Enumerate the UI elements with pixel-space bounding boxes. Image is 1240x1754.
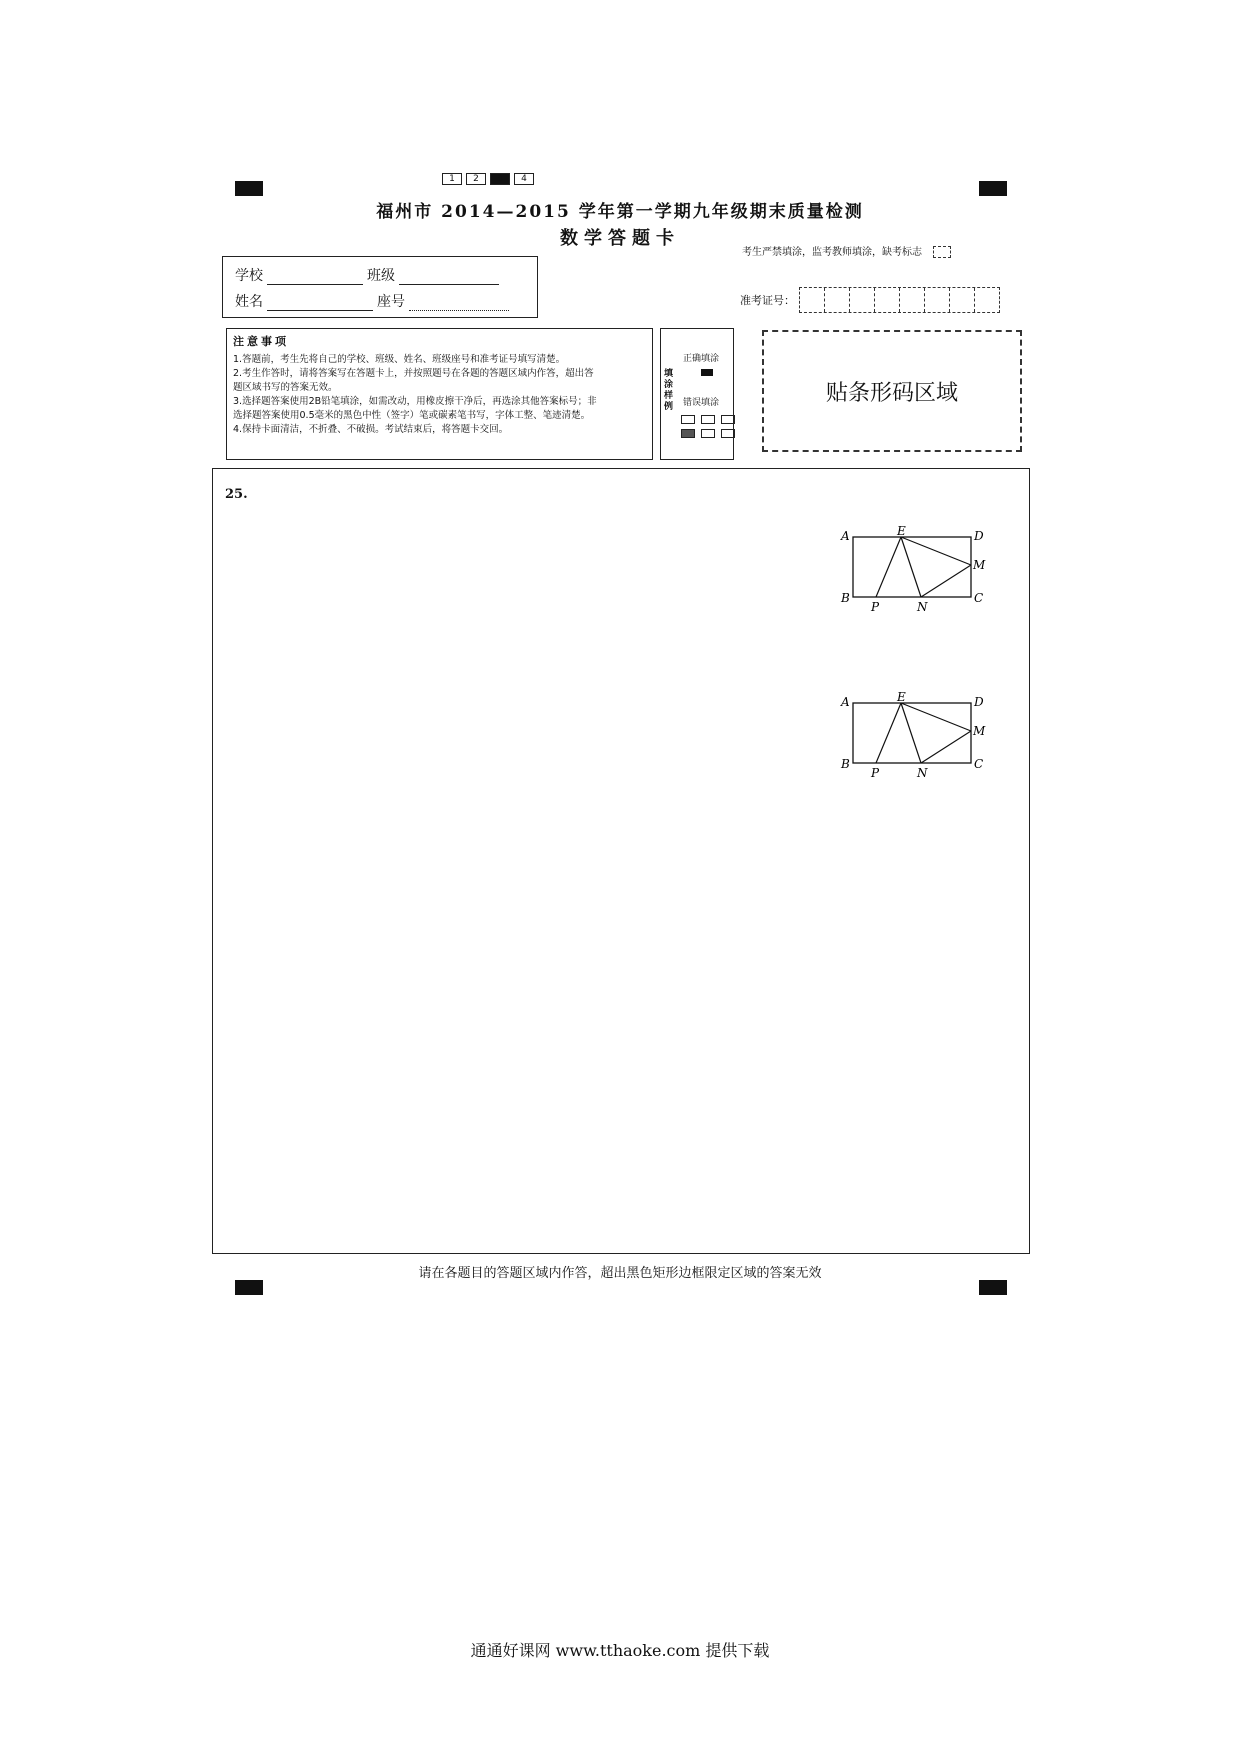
figure-label-d: D <box>974 529 984 543</box>
page-indicator-2: 2 <box>466 173 486 185</box>
notice-item: 1.答题前，考生先将自己的学校、班级、姓名、班级座号和准考证号填写清楚。 <box>233 354 566 365</box>
barcode-area <box>762 330 1022 452</box>
school-field[interactable] <box>267 270 363 285</box>
name-field[interactable] <box>267 296 373 311</box>
wrong-fill-sample <box>701 429 715 438</box>
alignment-marker-top-right <box>979 181 1007 196</box>
figure-label-a: A <box>841 529 850 543</box>
exam-title: 福州市 2014—2015 学年第一学期九年级期末质量检测 <box>376 202 864 222</box>
barcode-label: 贴条形码区域 <box>825 380 958 406</box>
page-indicator-3-current: 3 <box>490 173 510 185</box>
class-label: 班级 <box>367 268 395 284</box>
notice-item: 2.考生作答时，请将答案写在答题卡上，并按照题号在各题的答题区域内作答，超出答 <box>233 368 594 379</box>
wrong-fill-samples-row1 <box>681 415 735 424</box>
geometry-figure-2 <box>833 690 986 783</box>
absent-mark-box[interactable] <box>933 246 951 258</box>
figure-label-d: D <box>974 695 984 709</box>
rectangle-abcd <box>853 537 971 597</box>
wrong-fill-sample <box>701 415 715 424</box>
figure-label-e: E <box>897 690 906 704</box>
wrong-fill-sample <box>681 415 695 424</box>
figure-label-e: E <box>897 524 906 538</box>
absent-mark-note <box>742 243 951 258</box>
figure-label-m: M <box>973 724 986 738</box>
fill-example-side-label: 填涂样例 <box>664 369 674 412</box>
exam-id-cell[interactable] <box>875 288 900 312</box>
alignment-marker-bottom-left <box>235 1280 263 1295</box>
seat-field[interactable] <box>409 296 509 311</box>
segment-en <box>901 703 921 763</box>
absent-mark-label: 考生严禁填涂，监考教师填涂，缺考标志 <box>742 247 922 258</box>
segment-ep <box>876 703 901 763</box>
name-label: 姓名 <box>235 294 263 310</box>
exam-id-cell[interactable] <box>950 288 975 312</box>
page-indicator-1: 1 <box>442 173 462 185</box>
notice-box <box>226 328 653 460</box>
exam-id-label: 准考证号： <box>740 294 795 307</box>
notice-item: 题区域书写的答案无效。 <box>233 382 338 393</box>
exam-id-cells[interactable] <box>799 287 1000 313</box>
exam-id-section <box>740 287 1000 313</box>
figure-label-b: B <box>841 591 850 605</box>
notice-item: 4.保持卡面清洁，不折叠、不破损。考试结束后，将答题卡交回。 <box>233 424 509 435</box>
answer-area-warning: 请在各题目的答题区域内作答，超出黑色矩形边框限定区域的答案无效 <box>418 1266 822 1281</box>
figure-label-a: A <box>841 695 850 709</box>
geometry-figure-1 <box>833 524 986 617</box>
school-label: 学校 <box>235 268 263 284</box>
seat-label: 座号 <box>377 294 405 310</box>
rectangle-abcd <box>853 703 971 763</box>
segment-nm <box>921 565 971 597</box>
correct-fill-sample <box>701 369 713 376</box>
class-field[interactable] <box>399 270 499 285</box>
figure-label-c: C <box>974 757 984 771</box>
fill-example-box <box>660 328 734 460</box>
correct-fill-label: 正确填涂 <box>683 354 720 364</box>
figure-label-p: P <box>871 766 880 780</box>
exam-id-cell[interactable] <box>925 288 950 312</box>
alignment-marker-top-left <box>235 181 263 196</box>
figure-label-c: C <box>974 591 984 605</box>
segment-en <box>901 537 921 597</box>
exam-id-cell[interactable] <box>900 288 925 312</box>
segment-ep <box>876 537 901 597</box>
alignment-marker-bottom-right <box>979 1280 1007 1295</box>
wrong-fill-sample <box>681 429 695 438</box>
figure-label-b: B <box>841 757 850 771</box>
question-number: 25. <box>225 487 248 502</box>
wrong-fill-samples-row2 <box>681 429 735 438</box>
figure-label-p: P <box>871 600 880 614</box>
student-info-box <box>222 256 538 318</box>
segment-em <box>901 703 971 731</box>
segment-nm <box>921 731 971 763</box>
notice-heading: 注意事项 <box>233 335 289 348</box>
answer-sheet-title: 数学答题卡 <box>560 228 680 249</box>
exam-id-cell[interactable] <box>975 288 999 312</box>
exam-id-cell[interactable] <box>850 288 875 312</box>
exam-id-cell[interactable] <box>825 288 850 312</box>
exam-id-cell[interactable] <box>800 288 825 312</box>
segment-em <box>901 537 971 565</box>
figure-label-m: M <box>973 558 986 572</box>
page-indicator-4: 4 <box>514 173 534 185</box>
figure-label-n: N <box>917 600 928 614</box>
figure-label-n: N <box>917 766 928 780</box>
wrong-fill-label: 错误填涂 <box>683 398 720 408</box>
page-indicator <box>442 173 534 185</box>
source-note: 通通好课网 www.tthaoke.com 提供下载 <box>470 1641 770 1660</box>
wrong-fill-sample <box>721 429 735 438</box>
answer-area[interactable] <box>212 468 1030 1254</box>
wrong-fill-sample <box>721 415 735 424</box>
notice-item: 选择题答案使用0.5毫米的黑色中性（签字）笔或碳素笔书写，字体工整、笔迹清楚。 <box>233 410 591 421</box>
notice-item: 3.选择题答案使用2B铅笔填涂，如需改动，用橡皮擦干净后，再选涂其他答案标号；非 <box>233 396 597 407</box>
